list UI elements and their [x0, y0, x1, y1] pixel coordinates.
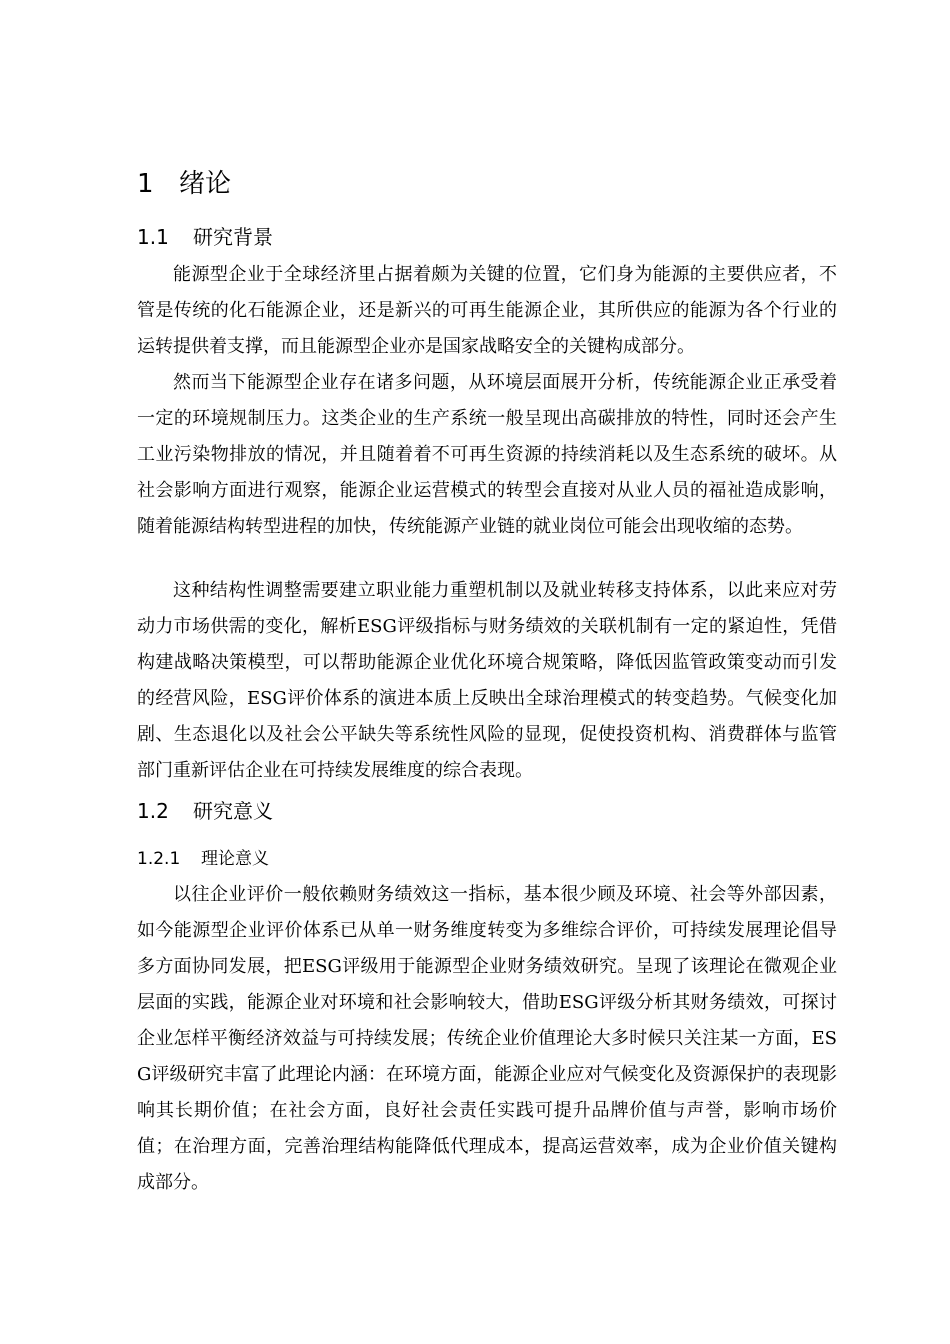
section-number: 1.1 — [137, 225, 169, 249]
chapter-title: 绪论 — [179, 169, 232, 199]
paragraph-background-3: 这种结构性调整需要建立职业能力重塑机制以及就业转移支持体系，以此来应对劳动力市场供需的变化，解析ESG评级指标与财务绩效的关联机制有一定的紧迫性，凭借构建战略决策模型，可以帮助能源企业优化环境合规策略，降低因监管政策变动而引发的经营风险，ESG评价体系的演进本质上反映出全球治理模式的转变趋势。气候变化加剧、生态退化以及社会公平缺失等系统性风险的显现，促使投资机构、消费群体与监管部门重新评估企业在可持续发展维度的综合表现。 — [137, 580, 837, 781]
subsection-title: 理论意义 — [201, 849, 269, 869]
section-heading-1-2 — [137, 797, 273, 825]
paragraph-theoretical-significance: 以往企业评价一般依赖财务绩效这一指标，基本很少顾及环境、社会等外部因素，如今能源型企业评价体系已从单一财务维度转变为多维综合评价，可持续发展理论倡导多方面协同发展，把ESG评级用于能源型企业财务绩效研究。呈现了该理论在微观企业层面的实践，能源企业对环境和社会影响较大，借助ESG评级分析其财务绩效，可探讨企业怎样平衡经济效益与可持续发展；传统企业价值理论大多时候只关注某一方面，ESG评级研究丰富了此理论内涵：在环境方面，能源企业应对气候变化及资源保护的表现影响其长期价值；在社会方面，良好社会责任实践可提升品牌价值与声誉，影响市场价值；在治理方面，完善治理结构能降低代理成本，提高运营效率，成为企业价值关键构成部分。 — [137, 884, 837, 1193]
section-number: 1.2 — [137, 799, 169, 823]
paragraph-background-2: 然而当下能源型企业存在诸多问题，从环境层面展开分析，传统能源企业正承受着一定的环境规制压力。这类企业的生产系统一般呈现出高碳排放的特性，同时还会产生工业污染物排放的情况，并且随着着不可再生资源的持续消耗以及生态系统的破坏。从社会影响方面进行观察，能源企业运营模式的转型会直接对从业人员的福祉造成影响，随着能源结构转型进程的加快，传统能源产业链的就业岗位可能会出现收缩的态势。 — [137, 372, 837, 537]
subsection-heading-1-2-1 — [137, 847, 269, 871]
chapter-heading — [137, 166, 231, 202]
paragraph-background-1: 能源型企业于全球经济里占据着颇为关键的位置，它们身为能源的主要供应者，不管是传统的化石能源企业，还是新兴的可再生能源企业，其所供应的能源为各个行业的运转提供着支撑，而且能源型企业亦是国家战略安全的关键构成部分。 — [137, 264, 837, 357]
section-title: 研究意义 — [193, 799, 273, 823]
section-heading-1-1 — [137, 223, 273, 251]
section-title: 研究背景 — [193, 225, 273, 249]
chapter-number: 1 — [137, 169, 154, 199]
subsection-number: 1.2.1 — [137, 849, 181, 869]
